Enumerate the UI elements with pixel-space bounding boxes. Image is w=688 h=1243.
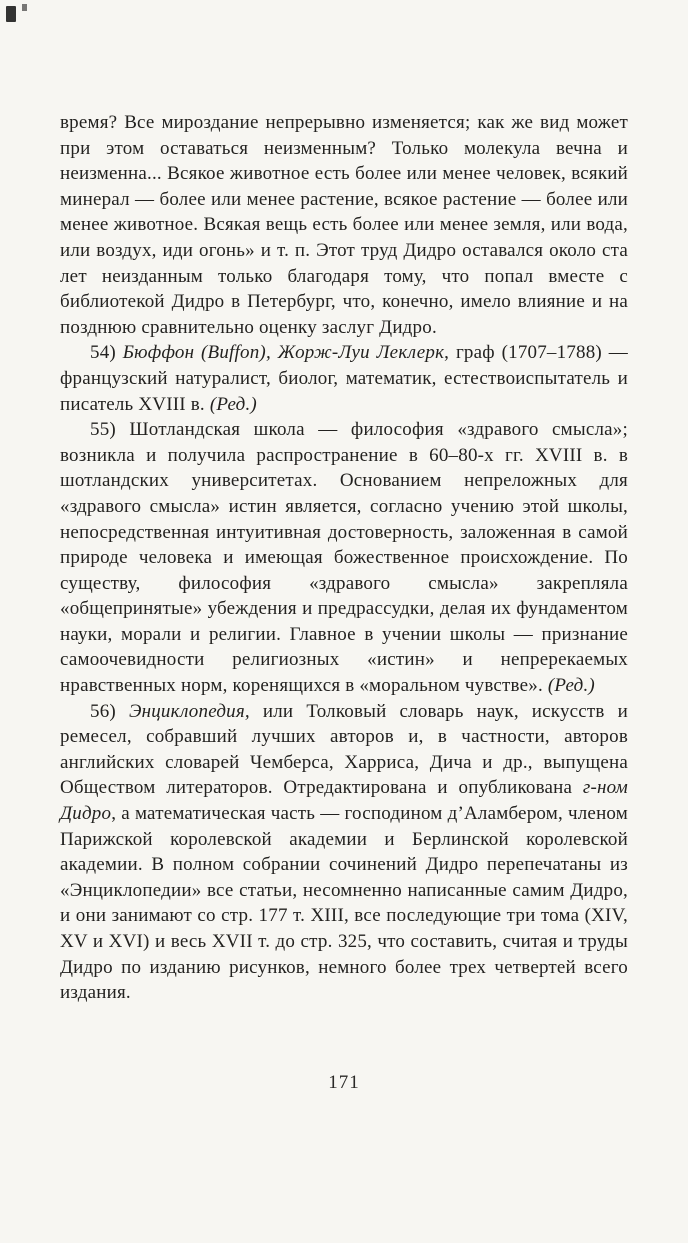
text-run: время? Все мироздание непрерывно изменяется; как же вид может при этом оставаться неизменным? Только молекула вечна и неизменна... Всякое животное есть более или менее человек, всякий минерал — более или менее растение, всякое растение — более или менее животное. Всякая вещь есть более или менее земля, или вода, или воздух, иди огонь» и т. п. Этот труд Дидро оставался около ста лет неизданным только благодаря тому, что попал вместе с библиотекой Дидро в Петербург, что, конечно, имело влияние и на позднюю сравнительно оценку заслуг Дидро. bbox=[60, 112, 628, 338]
text-run: 55) Шотландская школа — философия «здравого смысла»; возникла и получила распространение в 60–80-х гг. XVIII в. в шотландских университетах. Основанием непреложных для «здравого смысла» истин является, согласно учению этой школы, непосредственная интуитивная достоверность, заложенная в самой природе человека и имеющая божественное происхождение. По существу, философия «здравого смысла» закрепляла «общепринятые» убеждения и предрассудки, делая их фундаментом науки, морали и религии. Главное в учении школы — признание самоочевидности религиозных «истин» и непререкаемых нравственных норм, коренящихся в «моральном чувстве». bbox=[60, 419, 628, 697]
text-run: 56) bbox=[90, 700, 129, 722]
italic-run: Энциклопедия, bbox=[128, 700, 250, 722]
text-block bbox=[60, 110, 628, 1006]
italic-run: г-ном Дидро bbox=[60, 777, 628, 825]
paragraph bbox=[60, 110, 628, 340]
italic-run: (Ред.) bbox=[547, 675, 595, 697]
scan-artifact bbox=[22, 4, 27, 11]
text-run: , граф (1707–1788) — французский натуралист, биолог, математик, естествоиспытатель и писатель XVIII в. bbox=[60, 342, 628, 415]
paragraph bbox=[60, 699, 628, 1006]
italic-run: (Ред.) bbox=[209, 393, 257, 415]
text-run: или Толковый словарь наук, искусств и ремесел, собравший лучших авторов и, в частности, авторов английских словарей Чемберса, Харриса, Дича и др., выпущена Обществом литераторов. Отредактирована и опубликована bbox=[60, 700, 628, 799]
text-run: 54) bbox=[90, 342, 123, 364]
paragraph bbox=[60, 417, 628, 699]
page-number: 171 bbox=[328, 1072, 360, 1093]
text-run: , а математическая часть — господином д’Аламбером, членом Парижской королевской академии и Берлинской королевской академии. В полном собрании сочинений Дидро перепечатаны из «Энциклопедии» все статьи, несомненно написанные самим Дидро, и они занимают со стр. 177 т. XIII, все последующие три тома (XIV, XV и XVI) и весь XVII т. до стр. 325, что составить, считая и труды Дидро по изданию рисунков, немного более трех четвертей всего издания. bbox=[60, 803, 628, 1004]
scan-artifact bbox=[6, 6, 16, 22]
italic-run: Бюффон (Buffon), Жорж-Луи Леклерк bbox=[122, 342, 445, 364]
paragraph bbox=[60, 340, 628, 417]
